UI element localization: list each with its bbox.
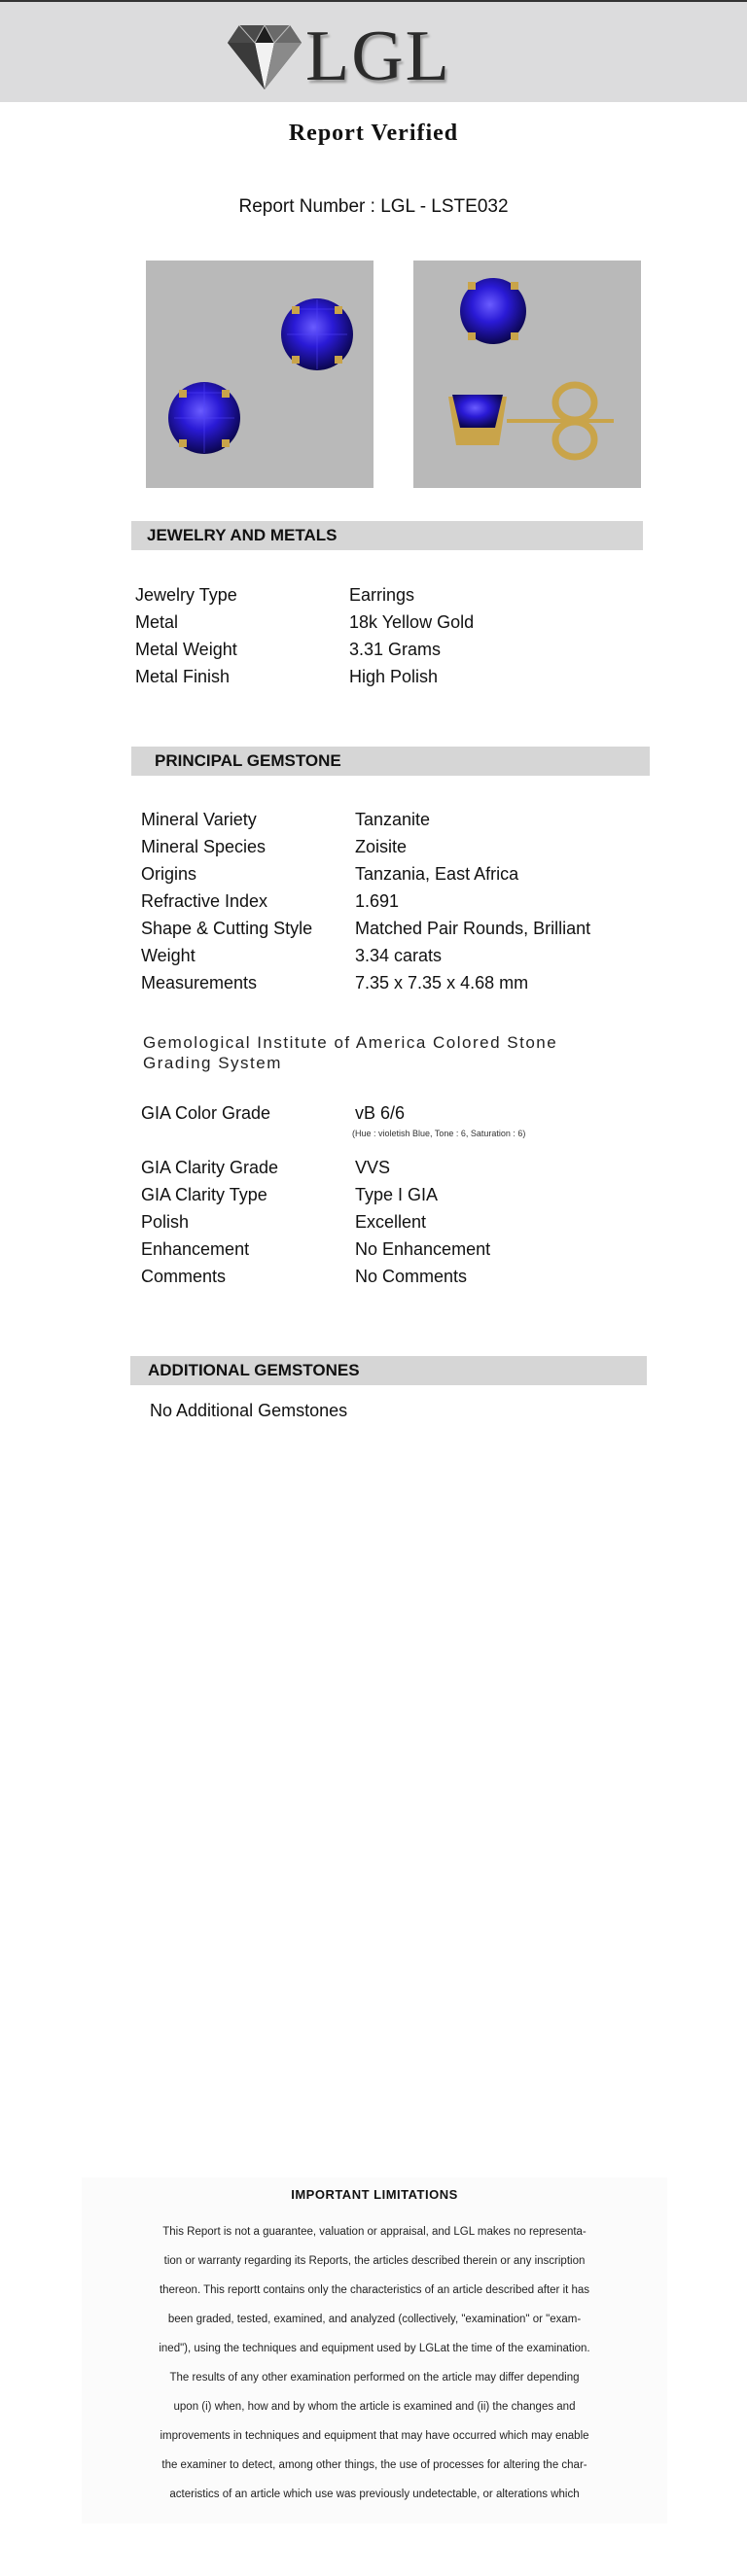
- limitations-line: This Report is not a guarantee, valuation or appraisal, and LGL makes no representa-: [162, 2226, 587, 2238]
- gia-grading-system-title: Gemological Institute of America Colored Stone Grading System: [143, 1033, 558, 1072]
- grade-label: Enhancement: [141, 1239, 250, 1259]
- additional-gemstones-heading: ADDITIONAL GEMSTONES: [130, 1356, 647, 1385]
- limitations-line: acteristics of an article which use was previously undetectable, or alterations which: [169, 2489, 580, 2500]
- limitations-line: tion or warranty regarding its Reports, the articles described therein or any inscription: [163, 2255, 586, 2267]
- grade-value: Excellent: [355, 1212, 427, 1232]
- limitations-line: thereon. This reportt contains only the characteristics of an article described after it has: [159, 2284, 590, 2296]
- gemstone-label: Weight: [141, 946, 196, 965]
- important-limitations-heading: IMPORTANT LIMITATIONS: [291, 2187, 458, 2202]
- gemstone-label: Refractive Index: [141, 891, 268, 911]
- jewelry-and-metals-heading: JEWELRY AND METALS: [131, 521, 643, 550]
- page-title: Report Verified: [288, 121, 459, 146]
- jewelry-label: Metal: [135, 612, 179, 632]
- grade-label: GIA Clarity Grade: [141, 1158, 279, 1177]
- header-bar: [0, 0, 747, 102]
- gia-color-grade-value: vB 6/6: [355, 1103, 406, 1123]
- earrings-front-photo: [146, 261, 374, 488]
- gemstone-label: Origins: [141, 864, 197, 884]
- additional-gemstones-text: No Additional Gemstones: [150, 1401, 348, 1420]
- gemstone-value: 1.691: [355, 891, 400, 911]
- grade-value: Type I GIA: [355, 1185, 439, 1204]
- grade-label: Comments: [141, 1267, 227, 1286]
- logo-text: LGL: [305, 17, 451, 96]
- limitations-line: The results of any other examination performed on the article may differ depending: [169, 2372, 580, 2384]
- jewelry-value: High Polish: [349, 667, 439, 686]
- limitations-line: upon (i) when, how and by whom the article is examined and (ii) the changes and: [173, 2401, 576, 2413]
- gemstone-label: Shape & Cutting Style: [141, 919, 313, 938]
- grade-value: VVS: [355, 1158, 391, 1177]
- gemstone-label: Mineral Variety: [141, 810, 257, 829]
- grade-value: No Comments: [355, 1267, 468, 1286]
- jewelry-label: Metal Weight: [135, 640, 237, 659]
- gemstone-value: Tanzania, East Africa: [355, 864, 519, 884]
- limitations-line: been graded, tested, examined, and analyzed (collectively, "examination" or "exam-: [167, 2314, 582, 2325]
- lgl-logo[interactable]: [226, 16, 479, 96]
- gemstone-value: Matched Pair Rounds, Brilliant: [355, 919, 591, 938]
- gemstone-value: 7.35 x 7.35 x 4.68 mm: [355, 973, 529, 992]
- gemstone-value: Tanzanite: [355, 810, 431, 829]
- jewelry-label: Jewelry Type: [135, 585, 237, 605]
- limitations-line: improvements in techniques and equipment that may have occurred which may enable: [160, 2430, 589, 2442]
- gemstone-label: Mineral Species: [141, 837, 267, 856]
- gemstone-value: Zoisite: [355, 837, 408, 856]
- gemstone-label: Measurements: [141, 973, 258, 992]
- jewelry-label: Metal Finish: [135, 667, 231, 686]
- grade-value: No Enhancement: [355, 1239, 491, 1259]
- limitations-line: the examiner to detect, among other things, the use of processes for altering the char-: [161, 2459, 587, 2471]
- jewelry-value: 3.31 Grams: [349, 640, 442, 659]
- jewelry-value: Earrings: [349, 585, 415, 605]
- gemstone-value: 3.34 carats: [355, 946, 443, 965]
- gia-color-grade-label: GIA Color Grade: [141, 1103, 271, 1123]
- gia-color-grade-note: (Hue : violetish Blue, Tone : 6, Saturation : 6): [352, 1129, 526, 1138]
- jewelry-value: 18k Yellow Gold: [349, 612, 475, 632]
- important-limitations-panel: [82, 2177, 667, 2524]
- diamond-icon: [226, 21, 303, 91]
- grade-label: GIA Clarity Type: [141, 1185, 267, 1204]
- principal-gemstone-heading: PRINCIPAL GEMSTONE: [131, 747, 650, 776]
- limitations-line: ined"), using the techniques and equipment used by LGLat the time of the examination.: [159, 2343, 590, 2354]
- report-number: Report Number : LGL - LSTE032: [238, 196, 509, 217]
- grade-label: Polish: [141, 1212, 190, 1232]
- earrings-side-photo: [413, 261, 641, 488]
